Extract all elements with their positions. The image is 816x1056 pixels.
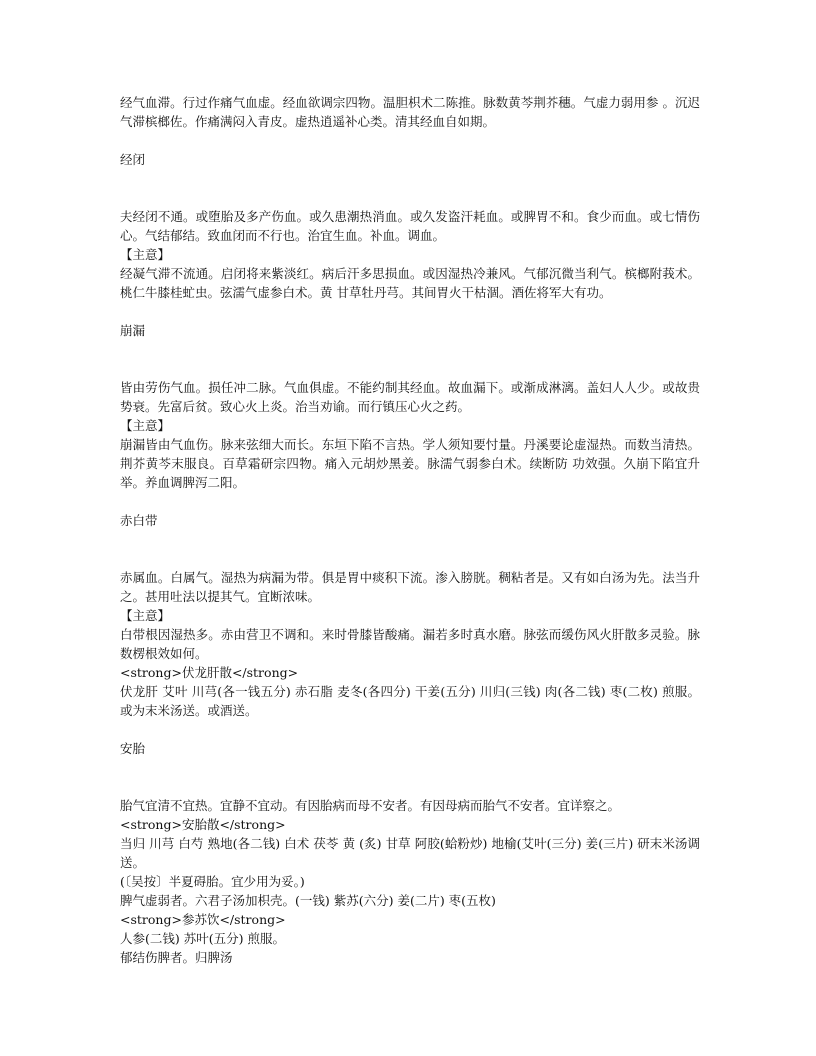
chibaidai-paragraph-1: 赤属血。白属气。湿热为病漏为带。俱是胃中痰积下流。渗入膀胱。稠粘者是。又有如白汤为先。法当升之。甚用吐法以提其气。宜断浓味。 — [120, 570, 700, 604]
antai-paragraph-5: 人参(二钱) 苏叶(五分) 煎服。 — [120, 931, 285, 946]
spacer — [120, 492, 700, 511]
section-heading-antai: 安胎 — [120, 741, 146, 756]
spacer — [120, 302, 700, 321]
antai-paragraph-2: 当归 川芎 白芍 熟地(各二钱) 白术 茯苓 黄 (炙) 甘草 阿胶(蛤粉炒) 地榆(艾叶(三分) 姜(三片) 研末米汤调送。 — [120, 836, 700, 870]
document-page — [120, 93, 700, 967]
chibaidai-paragraph-3: 伏龙肝 艾叶 川芎(各一钱五分) 赤石脂 麦冬(各四分) 干姜(五分) 川归(三钱) 肉(各二钱) 枣(二枚) 煎服。或为末米汤送。或酒送。 — [120, 684, 700, 718]
antai-formula-2-line: <strong>参苏饮</strong> — [120, 912, 286, 927]
spacer — [120, 758, 700, 796]
section-heading-benglou: 崩漏 — [120, 323, 146, 338]
spacer — [120, 530, 700, 568]
jingbi-paragraph-2: 经凝气滞不流通。启闭将来紫淡红。病后汗多思损血。或因湿热冷兼风。气郁沉微当利气。槟榔附莪术。桃仁牛膝桂虻虫。弦濡气虚参白术。黄 甘草牡丹芎。其间胃火干枯涸。酒佐将军大有功。 — [120, 266, 700, 300]
section-heading-chibaidai: 赤白带 — [120, 513, 158, 528]
antai-paragraph-6: 郁结伤脾者。归脾汤 — [120, 950, 233, 965]
spacer — [120, 720, 700, 739]
jingbi-zhuyi-label: 【主意】 — [120, 247, 171, 262]
benglou-paragraph-2: 崩漏皆由气血伤。脉来弦细大而长。东垣下陷不言热。学人须知要忖量。丹溪要论虚湿热。而数当清热。荆芥黄芩末服良。百草霜研宗四物。痛入元胡炒黑姜。脉濡气弱参白术。续断防 功效强。久崩下陷宜升举。养血调脾泻二阳。 — [120, 437, 700, 490]
chibaidai-zhuyi-label: 【主意】 — [120, 608, 171, 623]
benglou-zhuyi-label: 【主意】 — [120, 418, 171, 433]
benglou-paragraph-1: 皆由劳伤气血。损任冲二脉。气血俱虚。不能约制其经血。故血漏下。或渐成淋漓。盖妇人人少。或故贵势衰。先富后贫。致心火上炎。治当劝谕。而行镇压心火之药。 — [120, 380, 700, 414]
antai-formula-1-line: <strong>安胎散</strong> — [120, 817, 286, 832]
antai-paragraph-3: (〔吴按〕半夏碍胎。宜少用为妥。) — [120, 874, 305, 889]
antai-paragraph-4: 脾气虚弱者。六君子汤加枳壳。(一钱) 紫苏(六分) 姜(二片) 枣(五枚) — [120, 893, 496, 908]
spacer — [120, 340, 700, 378]
jingbi-paragraph-1: 夫经闭不通。或堕胎及多产伤血。或久患潮热消血。或久发盗汗耗血。或脾胃不和。食少而血。或七情伤心。气结郁结。致血闭而不行也。治宜生血。补血。调血。 — [120, 209, 700, 243]
section-heading-jingbi: 经闭 — [120, 152, 146, 167]
intro-paragraph: 经气血滞。行过作痛气血虚。经血欲调宗四物。温胆枳术二陈推。脉数黄芩荆芥穗。气虚力弱用参 。沉迟气滞槟榔佐。作痛满闷入青皮。虚热逍遥补心类。清其经血自如期。 — [120, 95, 700, 129]
chibaidai-paragraph-2: 白带根因湿热多。赤由营卫不调和。来时骨膝皆酸痛。漏若多时真水磨。脉弦而缓伤风火肝散多灵验。脉数楞根效如何。 — [120, 627, 700, 661]
spacer — [120, 169, 700, 207]
antai-paragraph-1: 胎气宜清不宜热。宜静不宜动。有因胎病而母不安者。有因母病而胎气不安者。宜详察之。 — [120, 798, 621, 813]
chibaidai-formula-line: <strong>伏龙肝散</strong> — [120, 665, 299, 680]
spacer — [120, 131, 700, 150]
